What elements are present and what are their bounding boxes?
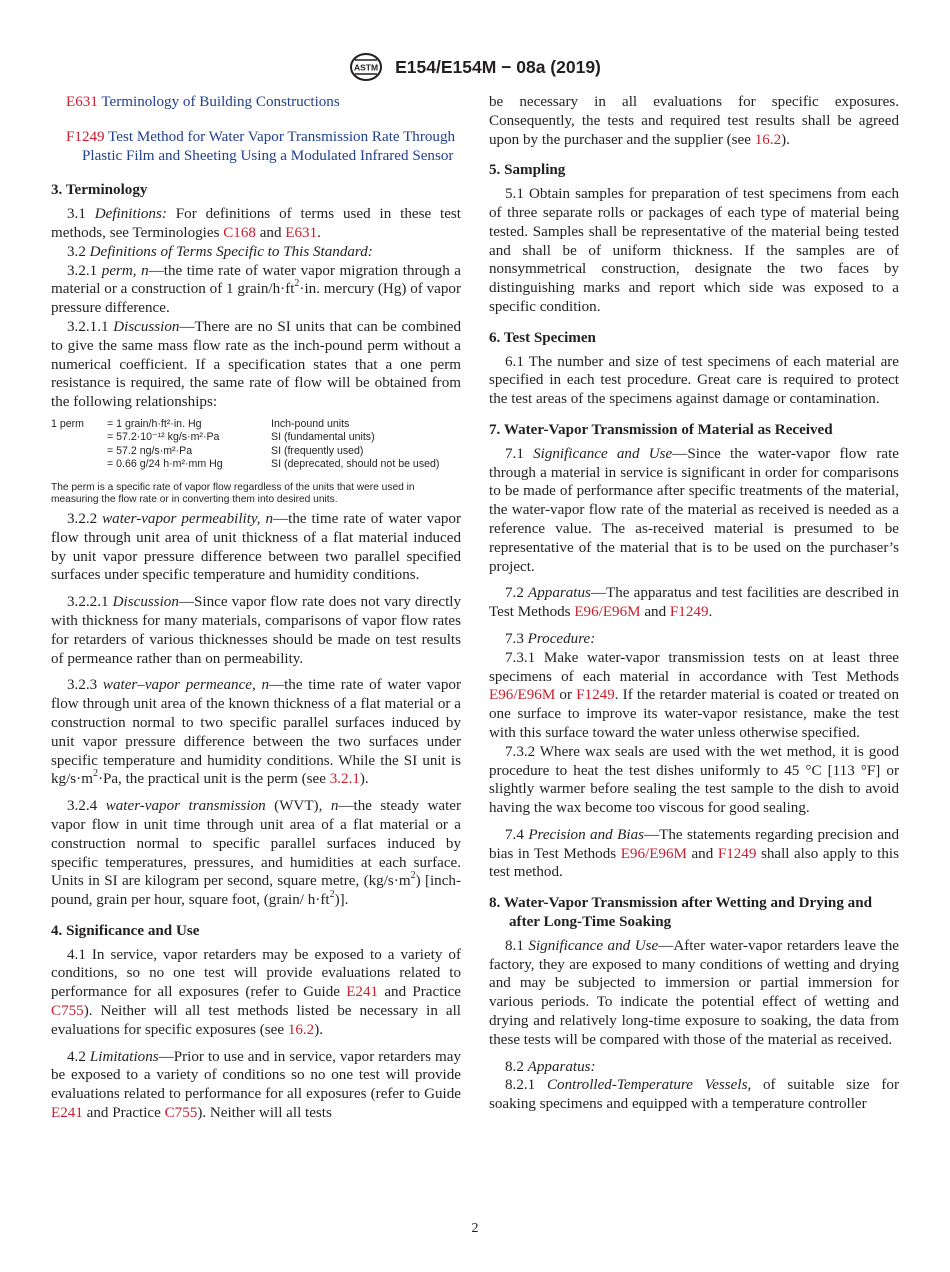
page-number: 2 — [471, 1221, 479, 1236]
astm-logo-text: ASTM — [354, 62, 379, 73]
paragraph: 3.2.1 perm, n—the time rate of water vapor migration through a material or a construction of 1 grain/$h\cdot ft^2\cdot in$. mercury (Hg) of vapor pressure difference. — [51, 262, 462, 317]
paragraph: 3.2.2 water-vapor permeability, n—the time rate of water vapor flow through unit area of unit thickness of a flat material induced by unit vapor pressure difference between two parallel specified surfaces under specific temperature and humidity conditions. — [51, 510, 462, 584]
paragraph: 7.3.1 Make water-vapor transmission tests on at least three specimens of each material in accordance with Test Methods E96/E96M or F1249. If the retarder material is coated or treated on one surface to improve its water-vapor resistance, make the test with this surface toward the water unless otherwise specified. — [489, 649, 899, 741]
reference-title-link[interactable]: Terminology of Building Constructions — [101, 94, 340, 110]
right-column — [489, 93, 899, 1114]
table-cell: = 1 grain/h·ft²·in. Hg — [107, 417, 202, 430]
astm-logo — [349, 52, 383, 82]
reference-link[interactable]: 16.2 — [287, 1021, 315, 1038]
table-cell: SI (deprecated, should not be used) — [271, 458, 440, 471]
table-cell: SI (fundamental units) — [271, 431, 375, 444]
reference-link[interactable]: E241 — [51, 1105, 83, 1122]
paragraph: 8.1 Significance and Use—After water-vapor retarders leave the factory, they are exposed to many conditions of wetting and drying and may be subjected to immersion or partial immersion for various periods. To indicate the potential effect of wetting and drying and relatively long-time exposure to soaking, the data from these tests will be compared with those of the material as received. — [489, 937, 899, 1048]
paragraph: 3.2.2.1 Discussion—Since vapor flow rate does not vary directly with thickness for many materials, comparisons of vapor flow rates for retarders of various thicknesses should be made on test results of permeance rather than on permeability. — [51, 594, 462, 667]
table-cell: SI (frequently used) — [271, 444, 364, 457]
table-row — [51, 458, 439, 472]
reference-link[interactable]: E631 — [285, 224, 318, 241]
section-heading: 5. Sampling — [489, 162, 566, 179]
table-cell: 1 perm — [51, 417, 84, 430]
paragraph: 7.3 Procedure: — [505, 630, 596, 647]
left-column — [51, 93, 461, 1123]
reference-link[interactable]: F1249 — [669, 604, 709, 621]
reference-link[interactable]: F1249 — [576, 687, 615, 704]
reference-link[interactable]: E96/E96M — [620, 845, 687, 862]
reference-code-link[interactable]: F1249 — [66, 128, 105, 145]
standard-designation: E154/E154M − 08a (2019) — [395, 56, 601, 77]
paragraph: 7.4 Precision and Bias—The statements regarding precision and bias in Test Methods E96/E96M and F1249 shall also apply to this test method. — [489, 826, 900, 881]
reference-link[interactable]: 3.2.1 — [329, 771, 360, 788]
paragraph: 4.2 Limitations—Prior to use and in service, vapor retarders may be exposed to a variety of conditions so no one test will provide evaluations related to performance for all exposures (refer to Guide E241 and Practice C755). Neither will all tests — [51, 1048, 461, 1122]
paragraph: 8.2.1 Controlled-Temperature Vessels, of suitable size for soaking specimens and equipped with a temperature controller — [489, 1077, 899, 1113]
reference-e631 — [51, 93, 461, 112]
section-heading: 6. Test Specimen — [489, 329, 596, 346]
page-header — [0, 52, 950, 82]
paragraph: 7.1 Significance and Use—Since the water-vapor flow rate through a material in service is significant in order for comparisons to be made of performance after specific treatments of the material, the water-vapor flow rate of the material as received is needed as a reference value. The as-received material is presumed to be representative of the material that is to be used on the purchaser’s project. — [489, 445, 899, 575]
paragraph: 3.2.4 water-vapor transmission (WVT), n—the steady water vapor flow in unit time through unit area of a flat material or a construction normal to specific parallel surfaces induced by specific temperatures, pressures, and humidities at each surface. Units in SI are kilogram per second, square metre, $(kg/s\cdot m^2)$ [inch-pound, grain per hour, square foot, (grain/ $h\cdot ft^2$)]. — [51, 798, 461, 909]
section-heading: 7. Water-Vapor Transmission of Material as Received — [489, 421, 833, 438]
reference-title-link[interactable]: Test Method for Water Vapor Transmission Rate Through Plastic Film and Sheeting Using a Modulated Infrared Sensor — [82, 128, 456, 164]
table-cell: = 0.66 g/24 h·m²·mm Hg — [107, 458, 223, 471]
paragraph: be necessary in all evaluations for specific exposures. Consequently, the tests and required test results shall be agreed upon by the purchaser and the supplier (see 16.2). — [489, 94, 899, 148]
paragraph: 3.2.3 water–vapor permeance, n—the time rate of water vapor flow through unit area of the known thickness of a flat material or a construction normal to two specific parallel surfaces induced by unit vapor pressure difference between the two surfaces under specific temperature and humidity conditions. While the SI unit is $kg/s\cdot m^2\cdot Pa$, the practical unit is the perm (see 3.2.1). — [51, 677, 461, 788]
paragraph: 6.1 The number and size of test specimens of each material are specified in each test procedure. Great care is required to protect the test areas of the specimens against damage or contamination. — [489, 353, 899, 408]
paragraph: 4.1 In service, vapor retarders may be exposed to a variety of conditions, so no one test will provide evaluations related to performance for all exposures (refer to Guide E241 and Practice C755). Neither will all test methods listed be necessary in all evaluations for specific exposures (see 16.2). — [51, 946, 461, 1038]
reference-link[interactable]: C755 — [51, 1003, 84, 1020]
table-row — [51, 431, 439, 445]
reference-link[interactable]: C168 — [223, 224, 256, 241]
table-row — [51, 418, 439, 432]
table-row — [51, 445, 439, 459]
reference-code-link[interactable]: E631 — [66, 94, 98, 110]
reference-f1249 — [51, 128, 461, 166]
table-note: The perm is a specific rate of vapor flow regardless of the units that were used in measuring the flow rate or in converting them into desired units. — [51, 481, 415, 506]
reference-link[interactable]: C755 — [164, 1105, 198, 1122]
table-cell: = 57.2·10⁻¹² kg/s·m²·Pa — [107, 431, 220, 444]
paragraph: 8.2 Apparatus: — [505, 1058, 596, 1075]
paragraph: 3.1 Definitions: For definitions of terms used in these test methods, see Terminologies C168 and E631. — [51, 206, 461, 241]
paragraph: 7.2 Apparatus—The apparatus and test facilities are described in Test Methods E96/E96M and F1249. — [489, 585, 900, 621]
section-heading: 3. Terminology — [51, 182, 148, 199]
reference-link[interactable]: E96/E96M — [574, 604, 641, 621]
reference-link[interactable]: F1249 — [717, 845, 757, 862]
paragraph: 7.3.2 Where wax seals are used with the wet method, it is good procedure to heat the test dishes uniformly to 45 °C [113 °F] or slightly warmer before sealing the test sample to the dish to avoid having the wax become too viscous for good sealing. — [489, 743, 899, 817]
perm-conversion-table — [51, 418, 439, 472]
paragraph: 3.2.1.1 Discussion—There are no SI units that can be combined to give the same mass flow rate as the inch-pound perm without a numerical coefficient. If a specification states that a one perm resistance is required, the same rate of flow will be obtained from the following relationships: — [51, 318, 461, 411]
reference-link[interactable]: 16.2 — [754, 131, 782, 148]
section-heading: 4. Significance and Use — [51, 922, 200, 939]
reference-link[interactable]: E241 — [346, 984, 379, 1001]
paragraph: 5.1 Obtain samples for preparation of test specimens from each of three separate rolls or packages of each type of material being tested. Samples shall be representative of the material being tested and shall be of uniform thickness. If the samples are of nonsymmetrical construction, designate the two faces by distinguishing marks and report which side was exposed to a specific condition. — [489, 186, 899, 315]
reference-link[interactable]: E96/E96M — [489, 687, 556, 704]
section-heading: 8. Water-Vapor Transmission after Wetting and Drying and after Long-Time Soaking — [489, 895, 872, 931]
table-cell: = 57.2 ng/s·m²·Pa — [107, 444, 193, 457]
table-cell: Inch-pound units — [271, 417, 350, 430]
paragraph: 3.2 Definitions of Terms Specific to This Standard: — [67, 243, 373, 260]
